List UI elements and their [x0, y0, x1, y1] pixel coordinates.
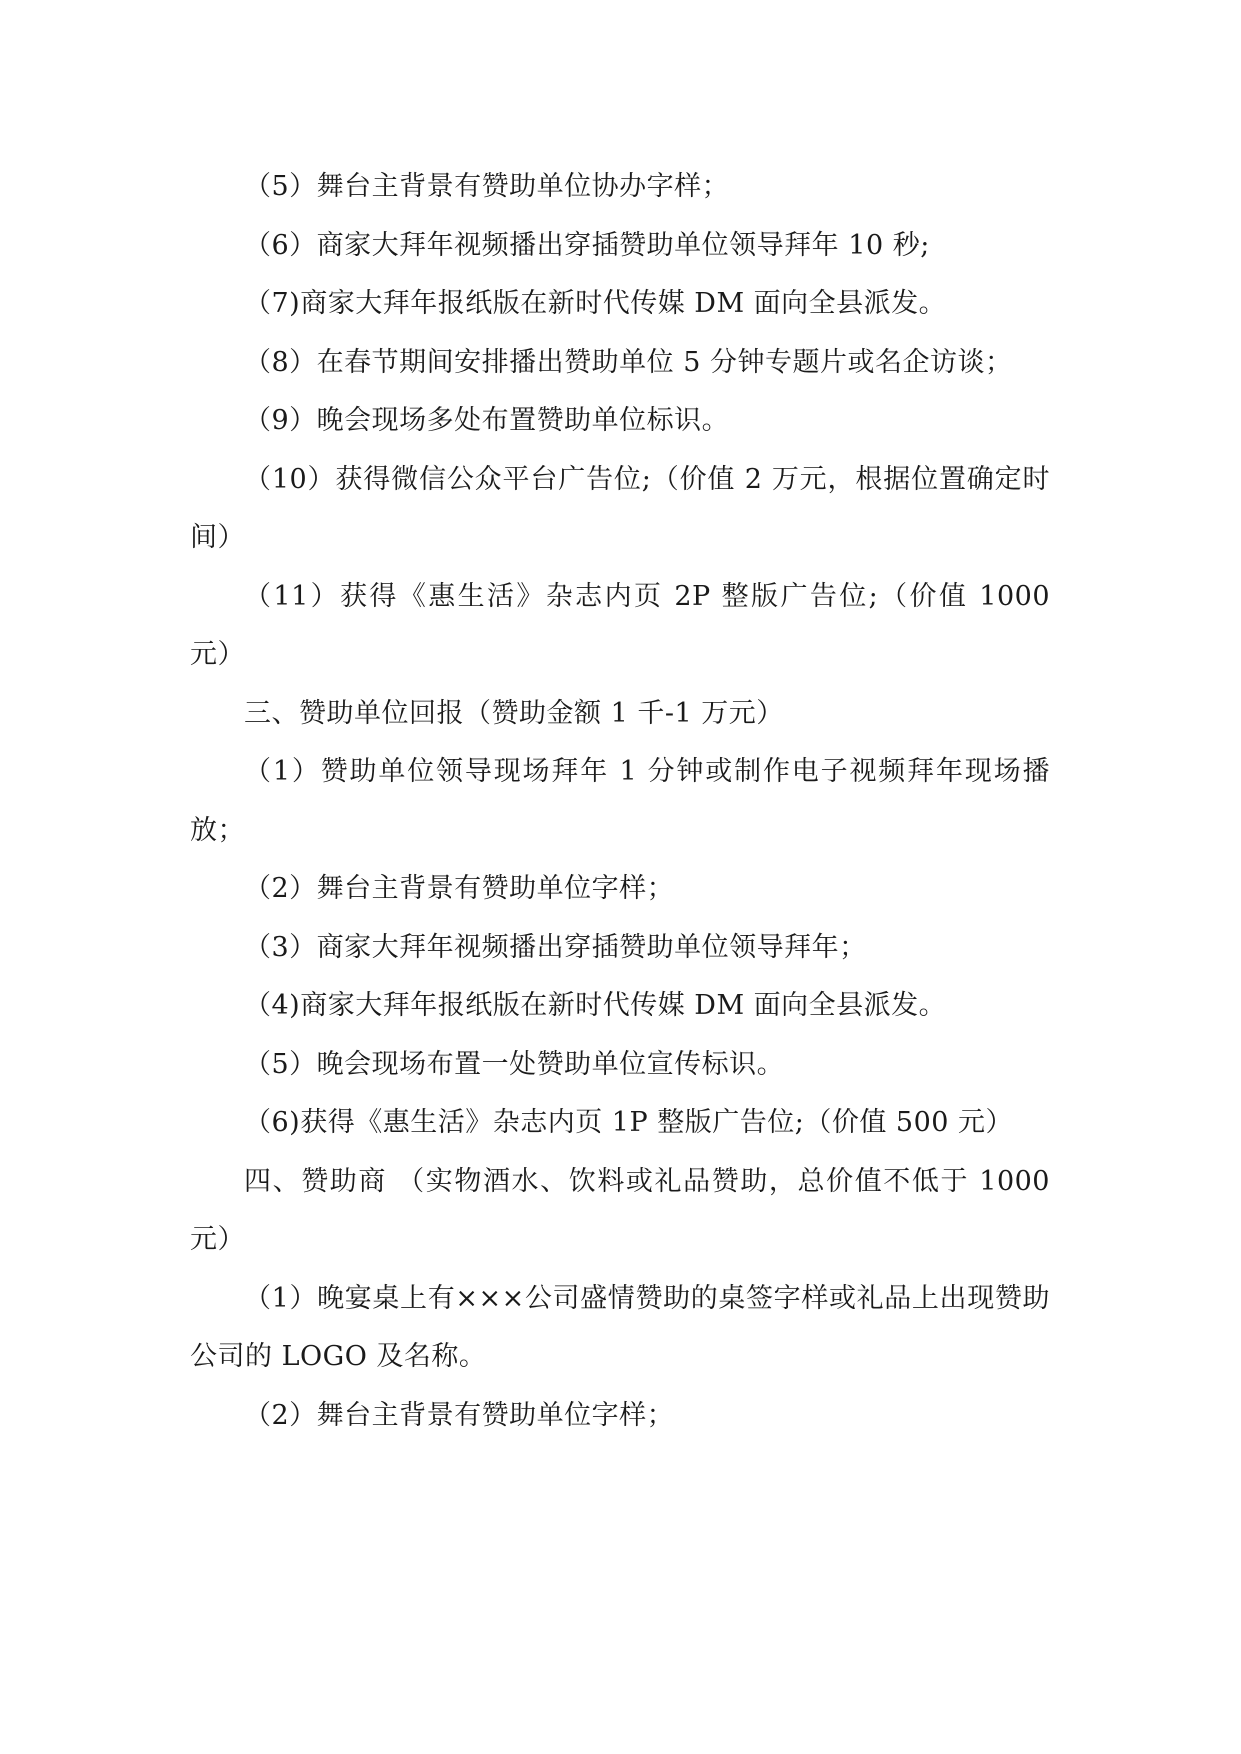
paragraph-item-8-special-program: （8）在春节期间安排播出赞助单位 5 分钟专题片或名企访谈； — [244, 346, 1013, 378]
section-heading-four: 四、赞助商 （实物酒水、饮料或礼品赞助，总价值不低于 1000 元） — [190, 1165, 1050, 1255]
paragraph-item-6-video-greeting: （6）商家大拜年视频播出穿插赞助单位领导拜年 10 秒; — [244, 229, 930, 261]
paragraph-item-4-newspaper: （4)商家大拜年报纸版在新时代传媒 DM 面向全县派发。 — [244, 990, 947, 1021]
paragraph-item-10-wechat-ad: （10）获得微信公众平台广告位;（价值 2 万元，根据位置确定时间） — [190, 463, 1050, 553]
paragraph-item-11-magazine-ad: （11）获得《惠生活》杂志内页 2P 整版广告位;（价值 1000 元） — [190, 580, 1050, 670]
paragraph-item-6-magazine-ad: （6)获得《惠生活》杂志内页 1P 整版广告位;（价值 500 元） — [244, 1107, 1014, 1138]
section-heading-three: 三、赞助单位回报（赞助金额 1 千-1 万元） — [244, 697, 784, 729]
paragraph-item-5-stage-background: （5）舞台主背景有赞助单位协办字样； — [244, 171, 730, 202]
paragraph-item-9-venue-logo: （9）晚会现场多处布置赞助单位标识。 — [244, 405, 730, 436]
document-body — [190, 158, 1050, 1445]
paragraph-item-3-video-greeting: （3）商家大拜年视频播出穿插赞助单位领导拜年； — [244, 931, 867, 963]
paragraph-item-2-stage-background: （2）舞台主背景有赞助单位字样； — [244, 1399, 675, 1431]
paragraph-item-1-table-cards: （1）晚宴桌上有×××公司盛情赞助的桌签字样或礼品上出现赞助公司的 LOGO 及名称。 — [190, 1282, 1050, 1372]
paragraph-item-1-leader-greeting: （1）赞助单位领导现场拜年 1 分钟或制作电子视频拜年现场播放； — [190, 756, 1050, 846]
paragraph-item-5-venue-logo: （5）晚会现场布置一处赞助单位宣传标识。 — [244, 1048, 785, 1080]
paragraph-item-2-stage-background: （2）舞台主背景有赞助单位字样； — [244, 873, 675, 904]
paragraph-item-7-newspaper: （7)商家大拜年报纸版在新时代传媒 DM 面向全县派发。 — [244, 288, 947, 319]
